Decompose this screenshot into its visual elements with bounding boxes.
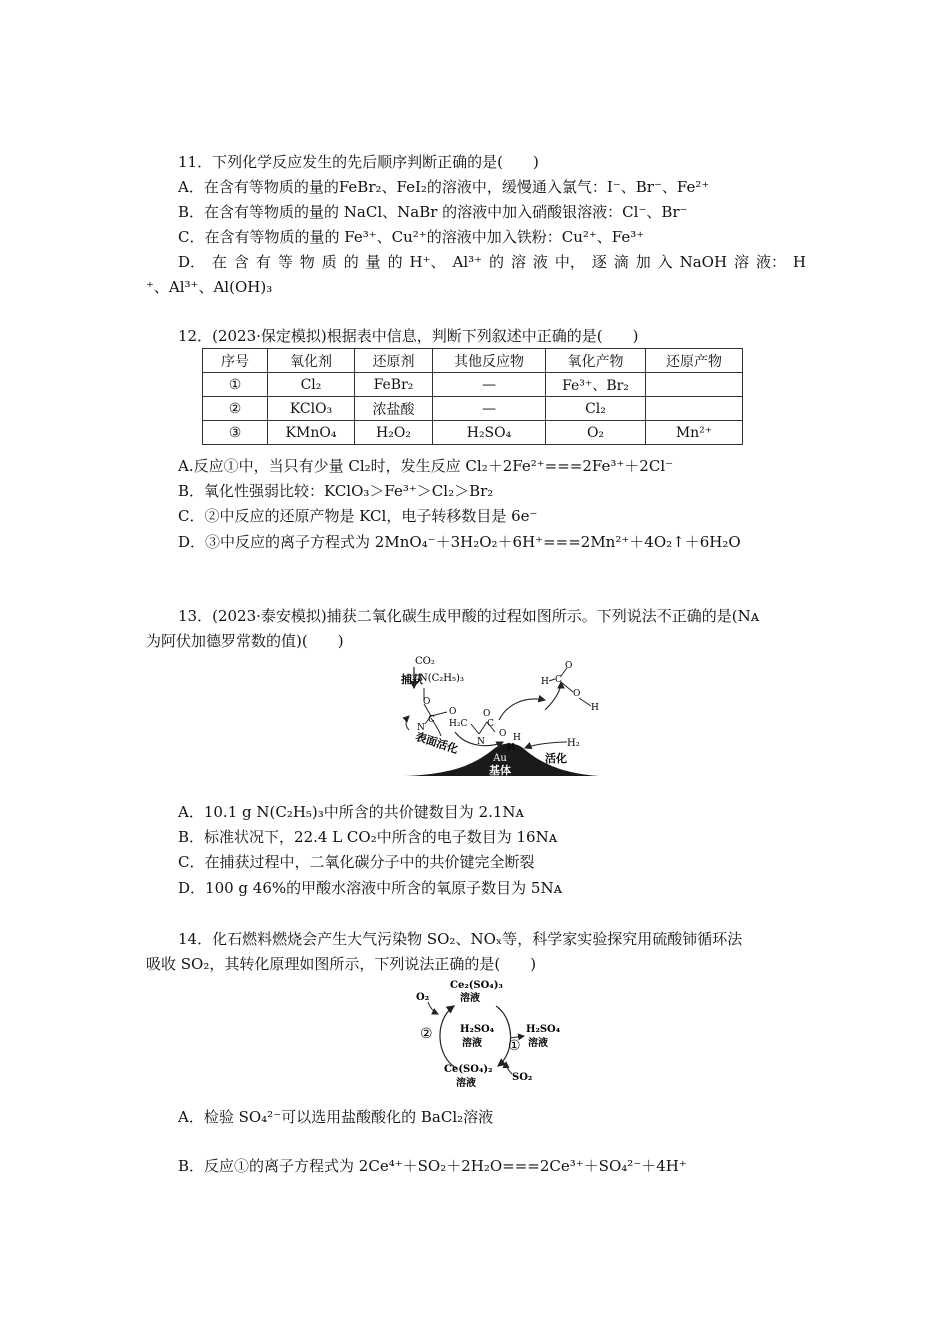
q11-option-b: B．在含有等物质的量的 NaCl、NaBr 的溶液中加入硝酸银溶液：Cl⁻、Br⁻	[178, 203, 688, 221]
svg-text:H: H	[513, 733, 521, 743]
table-row	[203, 397, 743, 421]
table-cell: Mn²⁺	[646, 421, 743, 445]
ceso42-solution-label: 溶液	[456, 1078, 476, 1089]
q12-stem: 12．(2023·保定模拟)根据表中信息，判断下列叙述中正确的是( )	[178, 327, 639, 345]
table-cell	[646, 373, 743, 397]
svg-text:H: H	[507, 743, 515, 753]
svg-text:O: O	[499, 729, 507, 739]
table-cell: 浓盐酸	[355, 397, 433, 421]
q11-option-d-word: H⁺、	[409, 253, 446, 271]
q11-option-d	[178, 252, 806, 272]
table-cell: —	[433, 373, 546, 397]
table-header-cell: 氧化剂	[268, 349, 355, 373]
q11-option-d-word: 等	[277, 253, 293, 271]
svg-text:H₂C: H₂C	[449, 719, 468, 729]
table-header-row	[203, 349, 743, 373]
table-cell	[646, 397, 743, 421]
q11-option-d-word: 入	[657, 253, 673, 271]
q11-option-d-word: Al³⁺	[452, 253, 483, 271]
svg-text:H: H	[591, 703, 599, 713]
q11-option-d-word: 在	[211, 253, 227, 271]
activation-label: 活化	[545, 752, 567, 765]
svg-text:O: O	[573, 689, 581, 699]
table-cell: O₂	[546, 421, 646, 445]
table-cell: H₂O₂	[355, 421, 433, 445]
table-cell: Cl₂	[268, 373, 355, 397]
q13-option-b: B．标准状况下，22.4 L CO₂中所含的电子数目为 16Nᴀ	[178, 828, 558, 846]
capture-label: 捕获	[401, 673, 423, 686]
q12-info-table	[202, 348, 743, 445]
q14-stem-line2: 吸收 SO₂，其转化原理如图所示，下列说法正确的是( )	[146, 955, 537, 973]
q12-option-c: C．②中反应的还原产物是 KCl，电子转移数目是 6e⁻	[178, 507, 538, 525]
svg-text:N: N	[417, 723, 425, 733]
q11-option-d-word: H	[792, 253, 806, 271]
ce2so43-label: Ce₂(SO₄)₃	[450, 980, 503, 991]
table-cell: ③	[203, 421, 268, 445]
table-cell: H₂SO₄	[433, 421, 546, 445]
table-row	[203, 421, 743, 445]
table-cell: Cl₂	[546, 397, 646, 421]
q12-option-d: D．③中反应的离子方程式为 2MnO₄⁻＋3H₂O₂＋6H⁺===2Mn²⁺＋4O₂↑＋6H₂O	[178, 533, 741, 551]
q11-option-d-word: 质	[321, 253, 337, 271]
right-solution-label: 溶液	[528, 1038, 548, 1049]
q11-stem: 11．下列化学反应发生的先后顺序判断正确的是( )	[178, 153, 539, 171]
q13-option-c: C．在捕获过程中，二氧化碳分子中的共价键完全断裂	[178, 853, 535, 871]
surface-activation-label: 表面活化	[413, 730, 460, 757]
svg-text:C: C	[428, 715, 435, 725]
right-h2so4-label: H₂SO₄	[526, 1024, 561, 1035]
inner-h2so4-label: H₂SO₄	[460, 1024, 495, 1035]
q11-option-d-word: 含	[233, 253, 249, 271]
co2-capture-diagram	[395, 652, 605, 778]
svg-text:O: O	[483, 709, 491, 719]
q13-option-a: A．10.1 g N(C₂H₅)₃中所含的共价键数目为 2.1Nᴀ	[178, 803, 525, 821]
amine-label: N(C₂H₅)₃	[419, 673, 464, 684]
q11-option-d-word: 溶	[510, 253, 526, 271]
q11-option-d-word: 的	[488, 253, 504, 271]
table-cell: KClO₃	[268, 397, 355, 421]
table-cell: —	[433, 397, 546, 421]
au-label: Au	[493, 753, 507, 764]
co2-label: CO₂	[415, 656, 435, 667]
table-cell: Fe³⁺、Br₂	[546, 373, 646, 397]
q11-option-d-word: 溶	[734, 253, 750, 271]
table-header-cell: 氧化产物	[546, 349, 646, 373]
q14-option-a: A．检验 SO₄²⁻可以选用盐酸酸化的 BaCl₂溶液	[178, 1108, 494, 1126]
q14-option-b: B．反应①的离子方程式为 2Ce⁴⁺＋SO₂＋2H₂O===2Ce³⁺＋SO₄²⁻＋4H⁺	[178, 1157, 687, 1175]
q11-option-d-word: 逐	[591, 253, 607, 271]
ce2so43-solution-label: 溶液	[460, 993, 480, 1004]
q11-option-c: C．在含有等物质的量的 Fe³⁺、Cu²⁺的溶液中加入铁粉：Cu²⁺、Fe³⁺	[178, 228, 645, 246]
q11-option-d-word: 滴	[613, 253, 629, 271]
inner-solution-label: 溶液	[462, 1038, 482, 1049]
h2-label: H₂	[567, 738, 580, 749]
q13-option-d: D．100 g 46%的甲酸水溶液中所含的氧原子数目为 5Nᴀ	[178, 879, 563, 897]
svg-text:O: O	[565, 661, 573, 671]
q11-option-a: A．在含有等物质的量的FeBr₂、FeI₂的溶液中，缓慢通入氯气：I⁻、Br⁻、Fe²⁺	[178, 178, 710, 196]
q11-option-d-word: 中，	[554, 253, 585, 271]
q11-option-d-word: 液：	[755, 253, 786, 271]
q12-option-b: B．氧化性强弱比较：KClO₃＞Fe³⁺＞Cl₂＞Br₂	[178, 482, 494, 500]
q12-option-a: A.反应①中，当只有少量 Cl₂时，发生反应 Cl₂＋2Fe²⁺===2Fe³⁺＋2Cl⁻	[178, 457, 674, 475]
table-header-cell: 其他反应物	[433, 349, 546, 373]
q13-stem-line1: 13．(2023·泰安模拟)捕获二氧化碳生成甲酸的过程如图所示。下列说法不正确的是(Nᴀ	[178, 607, 760, 625]
svg-text:C: C	[487, 719, 494, 729]
table-cell: KMnO₄	[268, 421, 355, 445]
svg-text:O: O	[449, 707, 457, 717]
svg-text:C: C	[555, 675, 562, 685]
table-header-cell: 还原剂	[355, 349, 433, 373]
q11-option-d-word: 的	[387, 253, 403, 271]
q11-option-d-continued: ⁺、Al³⁺、Al(OH)₃	[146, 278, 273, 296]
q11-option-d-word: D．	[178, 253, 206, 271]
table-row	[203, 373, 743, 397]
table-cell: ②	[203, 397, 268, 421]
svg-text:H: H	[541, 677, 549, 687]
table-cell: FeBr₂	[355, 373, 433, 397]
q11-option-d-word: 有	[255, 253, 271, 271]
ceso42-label: Ce(SO₄)₂	[444, 1064, 493, 1075]
substrate-label: 基体	[489, 764, 511, 777]
table-header-cell: 还原产物	[646, 349, 743, 373]
q11-option-d-word: 加	[635, 253, 651, 271]
svg-text:O: O	[423, 697, 431, 707]
q11-option-d-word: 的	[343, 253, 359, 271]
table-header-cell: 序号	[203, 349, 268, 373]
q14-stem-line1: 14．化石燃料燃烧会产生大气污染物 SO₂、NOₓ等，科学家实验探究用硫酸铈循环法	[178, 930, 743, 948]
q13-stem-line2: 为阿伏加德罗常数的值)( )	[146, 632, 344, 650]
q11-option-d-word: 液	[532, 253, 548, 271]
so2-label: SO₂	[512, 1072, 533, 1083]
q11-option-d-word: NaOH	[679, 253, 728, 271]
svg-text:N: N	[477, 737, 485, 747]
step1-label: ①	[508, 1038, 521, 1054]
q11-option-d-word: 物	[299, 253, 315, 271]
o2-label: O₂	[416, 992, 430, 1003]
cerium-cycle-diagram	[414, 976, 574, 1094]
table-cell: ①	[203, 373, 268, 397]
q11-option-d-word: 量	[365, 253, 381, 271]
step2-label: ②	[420, 1026, 433, 1042]
